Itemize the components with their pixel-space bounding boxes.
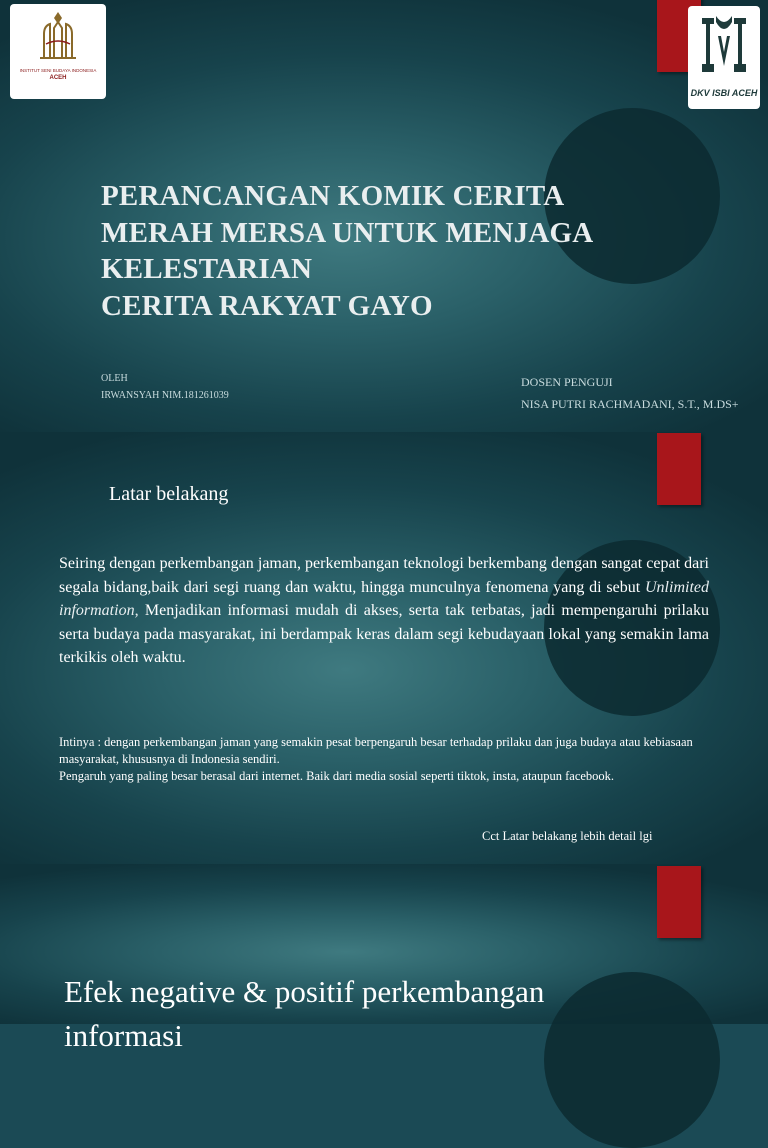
title-slide bbox=[0, 0, 768, 432]
dkv-logo bbox=[688, 6, 760, 109]
note-line: Pengaruh yang paling besar berasal dari internet. Baik dari media sosial seperti tiktok, insta, ataupun facebook. bbox=[59, 769, 615, 783]
examiner-block bbox=[521, 371, 739, 415]
author-name: IRWANSYAH NIM.181261039 bbox=[101, 390, 229, 401]
logo-caption-dkv: DKV ISBI ACEH bbox=[690, 88, 758, 98]
dkv-monogram-icon bbox=[688, 6, 760, 86]
institute-logo bbox=[10, 4, 106, 99]
cct-note: Cct Latar belakang lebih detail lgi bbox=[482, 829, 653, 843]
title-line: Efek negative & positif perkembangan bbox=[64, 974, 545, 1009]
presentation-title bbox=[101, 178, 661, 324]
red-accent-bar bbox=[657, 866, 701, 938]
effects-slide bbox=[0, 864, 768, 1053]
note-line: Intinya : dengan perkembangan jaman yang semakin pesat berpengaruh besar terhadap prilaku dan juga budaya atau kebiasaan masyarakat, khususnya di Indonesia sendiri. bbox=[59, 735, 693, 766]
section-heading: Latar belakang bbox=[109, 483, 229, 505]
title-line: KELESTARIAN bbox=[101, 253, 313, 285]
paragraph-text: Menjadikan informasi mudah di akses, serta tak terbatas, jadi mempengaruhi prilaku serta budaya pada masyarakat, ini berdampak keras dalam segi kebudayaan lokal yang semakin lama terkikis oleh waktu. bbox=[59, 602, 709, 666]
paragraph-italic-text: Unlimited information, bbox=[59, 578, 709, 619]
summary-note bbox=[59, 734, 719, 785]
decorative-circle bbox=[544, 972, 720, 1148]
title-line: PERANCANGAN KOMIK CERITA bbox=[101, 180, 565, 212]
logo-caption-aceh: ACEH bbox=[49, 75, 67, 81]
red-accent-bar bbox=[657, 433, 701, 505]
examiner-label: DOSEN PENGUJI bbox=[521, 375, 613, 389]
logo-caption-institute: INSTITUT SENI BUDAYA INDONESIA bbox=[19, 68, 97, 73]
effects-title bbox=[64, 970, 544, 1058]
author-block bbox=[101, 370, 229, 404]
background-slide bbox=[0, 432, 768, 864]
title-line: CERITA RAKYAT GAYO bbox=[101, 289, 433, 322]
paragraph-text: Seiring dengan perkembangan jaman, perkembangan teknologi berkembang dengan sangat cepat dari segala bidang,baik dari segi ruang dan waktu, hingga munculnya fenomena yang di sebut bbox=[59, 555, 709, 596]
institute-emblem-icon bbox=[10, 4, 106, 66]
title-line: MERAH MERSA UNTUK MENJAGA bbox=[101, 216, 594, 249]
title-line: informasi bbox=[64, 1018, 183, 1053]
background-paragraph bbox=[59, 552, 709, 670]
examiner-name: NISA PUTRI RACHMADANI, S.T., M.DS+ bbox=[521, 397, 739, 411]
by-label: OLEH bbox=[101, 373, 128, 384]
